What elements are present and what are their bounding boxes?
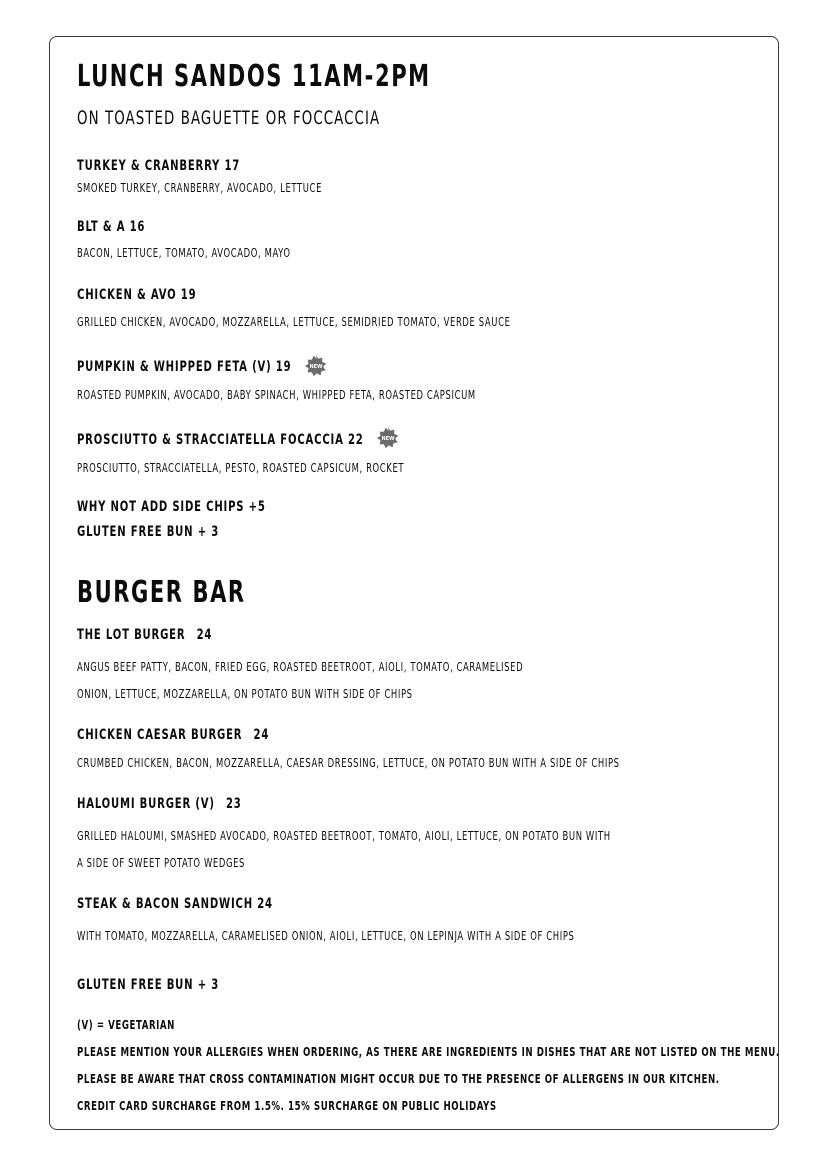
lunch-item-name: TURKEY & CRANBERRY 17 <box>77 158 241 174</box>
burger-item-price: 24 <box>253 727 270 743</box>
burger-item-desc: ONION, LETTUCE, MOZZARELLA, ON POTATO BUN WITH SIDE OF CHIPS <box>77 687 413 701</box>
burger-item-name: STEAK & BACON SANDWICH 24 <box>77 896 273 912</box>
footer-note: (V) = VEGETARIAN <box>77 1018 175 1032</box>
lunch-extra: GLUTEN FREE BUN + 3 <box>77 524 220 540</box>
new-badge-text: NEW <box>381 436 395 442</box>
lunch-extra: WHY NOT ADD SIDE CHIPS +5 <box>77 499 266 515</box>
lunch-item-name: CHICKEN & AVO 19 <box>77 287 197 303</box>
burger-item-name <box>77 628 212 642</box>
lunch-item-desc: ROASTED PUMPKIN, AVOCADO, BABY SPINACH, WHIPPED FETA, ROASTED CAPSICUM <box>77 388 476 402</box>
footer-note: PLEASE MENTION YOUR ALLERGIES WHEN ORDERING, AS THERE ARE INGREDIENTS IN DISHES THAT ARE NOT LISTED ON THE MENU. <box>77 1045 780 1059</box>
burger-item-name <box>77 728 269 742</box>
footer-note: CREDIT CARD SURCHARGE FROM 1.5%. 15% SURCHARGE ON PUBLIC HOLIDAYS <box>77 1099 497 1113</box>
new-badge-icon <box>305 355 327 377</box>
burger-item-desc: A SIDE OF SWEET POTATO WEDGES <box>77 856 246 870</box>
burger-item-desc: ANGUS BEEF PATTY, BACON, FRIED EGG, ROASTED BEETROOT, AIOLI, TOMATO, CARAMELISED <box>77 660 524 674</box>
new-badge-icon <box>377 427 399 449</box>
burger-title: BURGER BAR <box>77 575 246 610</box>
burger-item-label: THE LOT BURGER <box>77 627 186 643</box>
lunch-item-name: PUMPKIN & WHIPPED FETA (V) 19 <box>77 359 292 375</box>
lunch-item-desc: PROSCIUTTO, STRACCIATELLA, PESTO, ROASTED CAPSICUM, ROCKET <box>77 461 405 475</box>
burger-item-price: 24 <box>196 627 213 643</box>
burger-item-label: CHICKEN CAESAR BURGER <box>77 727 243 743</box>
lunch-subtitle: ON TOASTED BAGUETTE OR FOCCACCIA <box>77 107 381 129</box>
lunch-item-name: PROSCIUTTO & STRACCIATELLA FOCACCIA 22 <box>77 432 364 448</box>
lunch-item-desc: BACON, LETTUCE, TOMATO, AVOCADO, MAYO <box>77 246 291 260</box>
lunch-title: LUNCH SANDOS 11AM-2PM <box>77 59 431 94</box>
lunch-item-name: BLT & A 16 <box>77 219 146 235</box>
burger-extra: GLUTEN FREE BUN + 3 <box>77 977 220 993</box>
lunch-item-desc: SMOKED TURKEY, CRANBERRY, AVOCADO, LETTUCE <box>77 181 323 195</box>
new-badge-text: NEW <box>309 364 323 370</box>
burger-item-label: HALOUMI BURGER (V) <box>77 796 215 812</box>
burger-item-desc: CRUMBED CHICKEN, BACON, MOZZARELLA, CAESAR DRESSING, LETTUCE, ON POTATO BUN WITH A SIDE OF CHIPS <box>77 756 620 770</box>
burger-item-price: 23 <box>225 796 242 812</box>
burger-item-name <box>77 797 242 811</box>
footer-note: PLEASE BE AWARE THAT CROSS CONTAMINATION MIGHT OCCUR DUE TO THE PRESENCE OF ALLERGENS IN OUR KITCHEN. <box>77 1072 720 1086</box>
burger-item-desc: WITH TOMATO, MOZZARELLA, CARAMELISED ONION, AIOLI, LETTUCE, ON LEPINJA WITH A SIDE OF CHIPS <box>77 929 575 943</box>
lunch-item-desc: GRILLED CHICKEN, AVOCADO, MOZZARELLA, LETTUCE, SEMIDRIED TOMATO, VERDE SAUCE <box>77 315 511 329</box>
burger-item-desc: GRILLED HALOUMI, SMASHED AVOCADO, ROASTED BEETROOT, TOMATO, AIOLI, LETTUCE, ON POTATO BUN WITH <box>77 829 611 843</box>
